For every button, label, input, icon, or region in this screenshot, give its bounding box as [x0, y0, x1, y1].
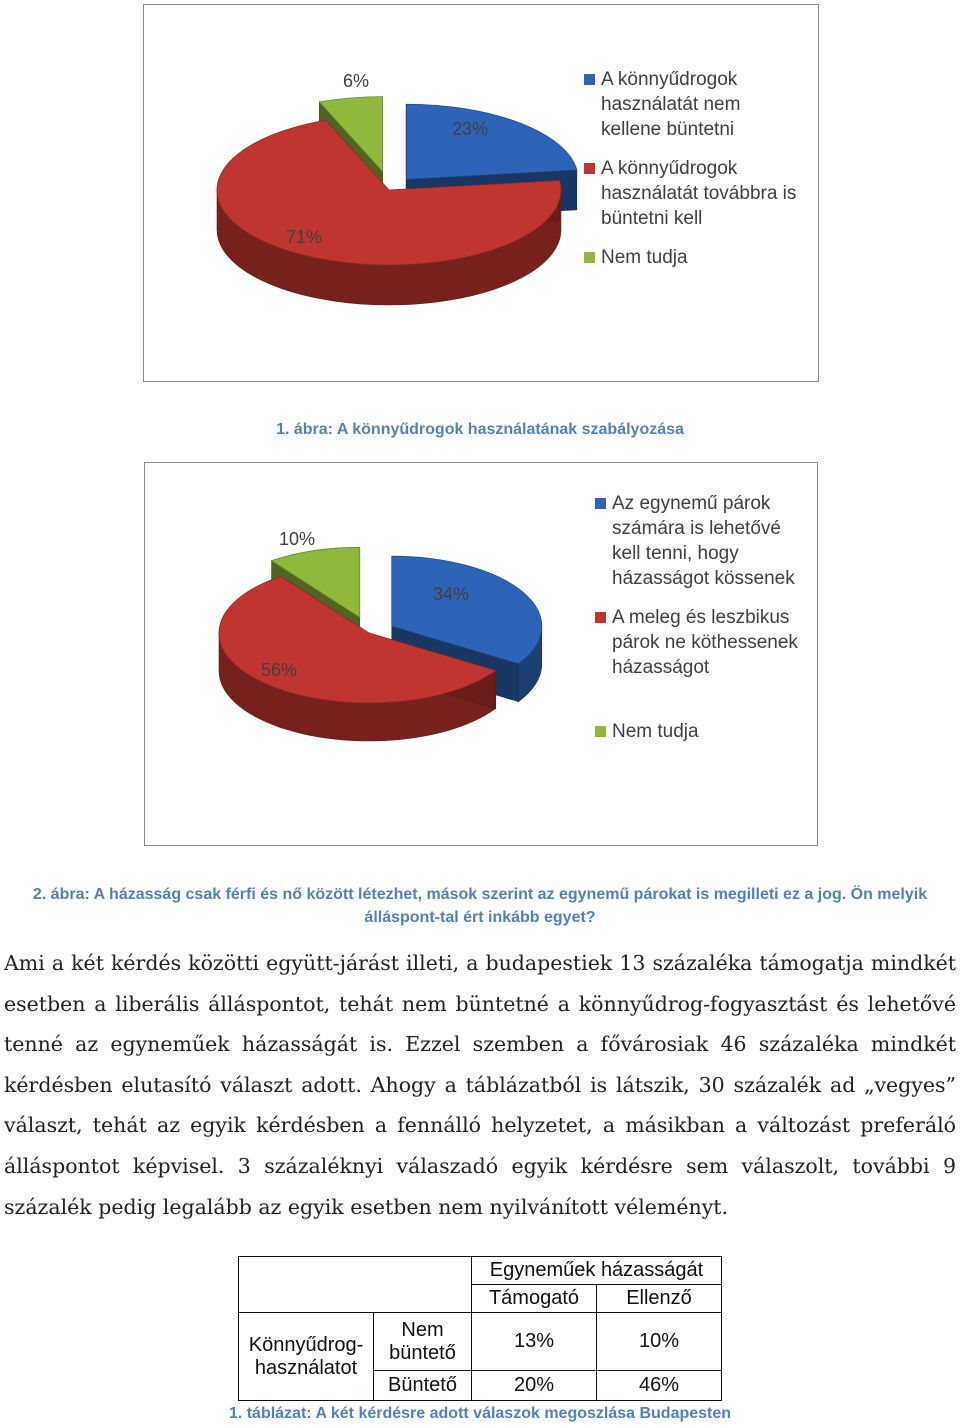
legend-swatch-red	[584, 163, 595, 174]
table-row-group-header: Könnyűdrog- használatot	[239, 1313, 374, 1401]
chart-1-frame	[143, 4, 819, 382]
legend-item-2	[595, 605, 798, 680]
table-col-header-support: Támogató	[472, 1285, 597, 1313]
table-row-header-not-punish: Nem büntető	[374, 1313, 472, 1371]
pie-slice-label: 23%	[451, 119, 489, 139]
table-col-group-header: Egyneműek házasságát	[472, 1257, 722, 1285]
table-corner-cell	[239, 1257, 472, 1313]
figure-2-caption: 2. ábra: A házasság csak férfi és nő között létezhet, mások szerint az egynemű párokat is megilleti ez a jog. Ön melyik álláspont-tal ért inkább egyet?	[32, 886, 928, 926]
table-cell: 13%	[472, 1313, 597, 1371]
table-caption: 1. táblázat: A két kérdésre adott válaszok megoszlása Budapesten	[228, 1405, 732, 1422]
legend-label: A könnyűdrogok használatát továbbra is büntetni kell	[601, 158, 797, 229]
legend-label: A meleg és leszbikus párok ne köthessenek házasságot	[612, 607, 798, 678]
legend-item-1	[584, 67, 740, 142]
legend-label: Nem tudja	[601, 247, 688, 268]
figure-1-caption: 1. ábra: A könnyűdrogok használatának szabályozása	[276, 421, 684, 438]
legend-swatch-red	[595, 612, 606, 623]
table-cell: 10%	[597, 1313, 722, 1371]
legend-item-3	[595, 719, 699, 744]
chart-2-frame	[144, 462, 818, 846]
pie-slice-label: 71%	[285, 227, 323, 247]
crosstab-table	[238, 1256, 722, 1401]
legend-item-2	[584, 156, 796, 231]
legend-label: Nem tudja	[612, 721, 699, 742]
legend-item-3	[584, 245, 688, 270]
legend-label: A könnyűdrogok használatát nem kellene büntetni	[601, 69, 741, 140]
pie-slice-label: 34%	[432, 584, 470, 604]
table-col-header-oppose: Ellenző	[597, 1285, 722, 1313]
table-row-header-punish: Büntető	[374, 1371, 472, 1401]
table-cell: 20%	[472, 1371, 597, 1401]
pie-slice-label: 56%	[260, 660, 298, 680]
legend-swatch-blue	[595, 498, 606, 509]
pie-slice-label: 10%	[278, 529, 316, 549]
legend-swatch-green	[584, 252, 595, 263]
pie-slice-label: 6%	[342, 71, 370, 91]
legend-swatch-blue	[584, 74, 595, 85]
pie-slice	[406, 104, 577, 179]
legend-label: Az egynemű párok számára is lehetővé kell tenni, hogy házasságot kössenek	[612, 493, 795, 589]
table-cell: 46%	[597, 1371, 722, 1401]
legend-item-1	[595, 491, 795, 591]
legend-swatch-green	[595, 726, 606, 737]
body-paragraph: Ami a két kérdés közötti együtt-járást illeti, a budapestiek 13 százaléka támogatja mindkét esetben a liberális álláspontot, tehát nem büntetné a könnyűdrog-fogyasztást és lehetővé tenné az egyneműek házasságát is. Ezzel szemben a fővárosiak 46 százaléka mindkét kérdésben elutasító választ adott. Ahogy a táblázatból is látszik, 30 százalék ad „vegyes” választ, tehát az egyik kérdésben a fennálló helyzetet, a másikban a változást preferáló álláspontot képvisel. 3 százaléknyi válaszadó egyik kérdésre sem válaszolt, további 9 százalék pedig legalább az egyik esetben nem nyilvánított véleményt.	[4, 951, 956, 1219]
